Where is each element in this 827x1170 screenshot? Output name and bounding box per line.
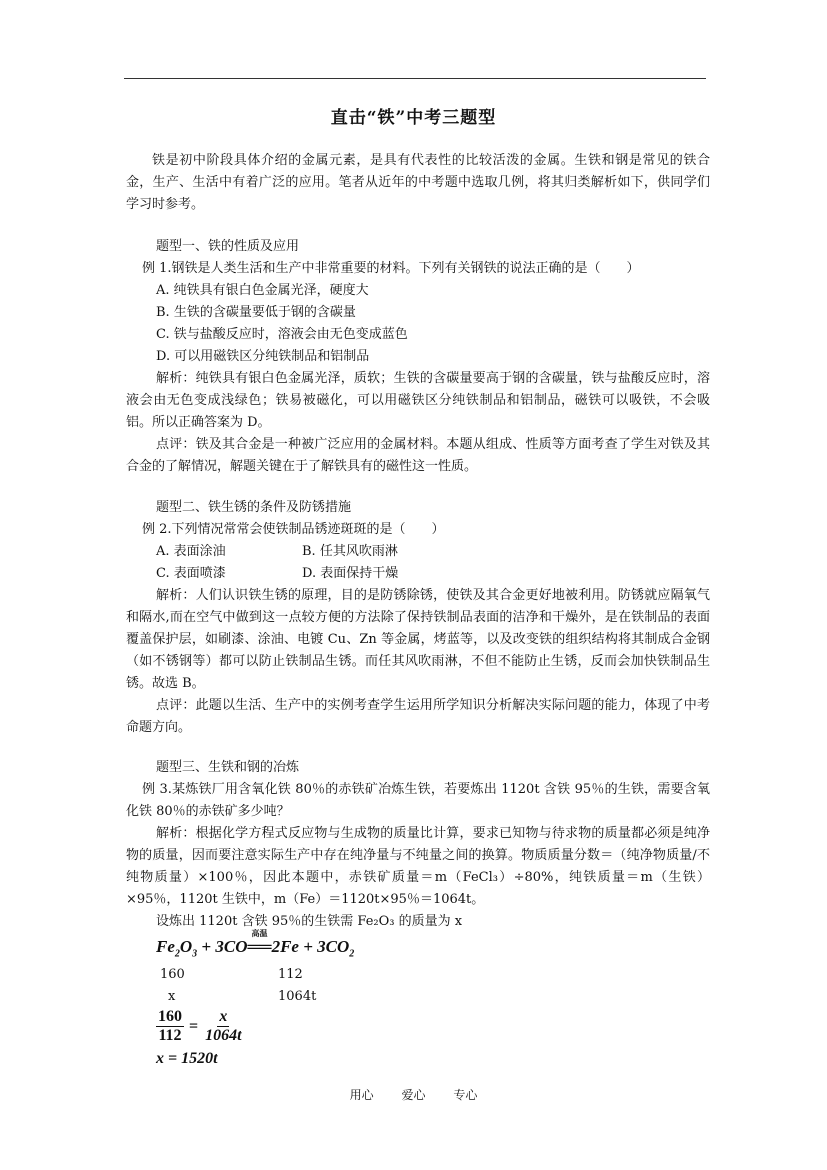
section3-heading: 题型三、生铁和钢的冶炼 bbox=[156, 760, 300, 775]
section2-option-a: A. 表面涂油 bbox=[156, 544, 226, 559]
section2-option-d: D. 表面保持干燥 bbox=[302, 566, 399, 581]
mass-fe2o3: 160 bbox=[160, 967, 185, 982]
ratio-denominator-right: 1064t bbox=[205, 1027, 242, 1044]
mass-fe: 112 bbox=[278, 967, 303, 982]
equation-condition: 高温 bbox=[251, 929, 268, 938]
section1-option-b: B. 生铁的含碳量要低于钢的含碳量 bbox=[156, 305, 356, 320]
section2-option-b: B. 任其风吹雨淋 bbox=[302, 544, 398, 559]
section3-setup: 设炼出 1120t 含铁 95％的生铁需 Fe₂O₃ 的质量为 x bbox=[156, 914, 463, 929]
section1-heading: 题型一、铁的性质及应用 bbox=[156, 239, 300, 254]
footer-word-3: 专心 bbox=[453, 1088, 478, 1102]
section2-question: 例 2.下列情况常常会使铁制品锈迹斑斑的是（ ） bbox=[142, 522, 445, 537]
section1-option-a: A. 纯铁具有银白色金属光泽，硬度大 bbox=[156, 283, 369, 298]
section2-analysis: 解析：人们认识铁生锈的原理，目的是防锈除锈，使铁及其合金更好地被利用。防锈就应隔氧气和隔水,而在空气中做到这一点较方便的方法除了保持铁制品表面的洁净和干燥外，是在铁制品的表面覆盖保护层，如刷漆、涂油、电镀 Cu、Zn 等金属，烤蓝等，以及改变铁的组织结构将其制成合金钢（如不锈钢等）都可以防止铁制品生锈。而任其风吹雨淋，不但不能防止生锈，反而会加快铁制品生锈。故选 B。 bbox=[126, 588, 710, 691]
footer-word-2: 爱心 bbox=[401, 1088, 426, 1102]
proportion-equation: $\frac{160}{112}$ = $\frac{x}{1064t}$ bbox=[158, 1008, 242, 1044]
section2-heading: 题型二、铁生锈的条件及防锈措施 bbox=[156, 500, 352, 515]
section1-analysis: 解析：纯铁具有银白色金属光泽，质软；生铁的含碳量要高于钢的含碳量，铁与盐酸反应时，溶液会由无色变成浅绿色；铁易被磁化，可以用磁铁区分纯铁制品和铝制品，磁铁可以吸铁，不会吸铝。所以正确答案为 D。 bbox=[126, 371, 710, 430]
intro-paragraph: 铁是初中阶段具体介绍的金属元素，是具有代表性的比较活泼的金属。生铁和钢是常见的铁合金，生产、生活中有着广泛的应用。笔者从近年的中考题中选取几例，将其归类解析如下，供同学们学习时参考。 bbox=[126, 153, 710, 212]
section3-analysis: 解析：根据化学方程式反应物与生成物的质量比计算，要求已知物与待求物的质量都必须是纯净物的质量，因而要注意实际生产中存在纯净量与不纯量之间的换算。物质质量分数＝（纯净物质量/不纯物质量）×100％，因此本题中，赤铁矿质量＝m（FeCl₃）÷80%，纯铁质量＝m（生铁）×95％，1120t 生铁中，m（Fe）＝1120t×95％＝1064t。 bbox=[126, 826, 710, 907]
final-result: x = 1520t bbox=[156, 1050, 218, 1067]
section2-comment: 点评：此题以生活、生产中的实例考查学生运用所学知识分析解决实际问题的能力，体现了中考命题方向。 bbox=[126, 698, 710, 735]
ratio-numerator-left: 160 bbox=[158, 1008, 182, 1025]
fe-mass-value: 1064t bbox=[278, 989, 317, 1004]
section1-question: 例 1.钢铁是人类生活和生产中非常重要的材料。下列有关钢铁的说法正确的是（ ） bbox=[142, 261, 640, 276]
chemical-equation: $Fe_2O_3 + 3CO$ 高温 ══2Fe + $3CO_2$ bbox=[156, 929, 355, 960]
section1-option-d: D. 可以用磁铁区分纯铁制品和铝制品 bbox=[156, 349, 370, 364]
section3-question: 例 3.某炼铁厂用含氧化铁 80％的赤铁矿冶炼生铁，若要炼出 1120t 含铁 95％的生铁，需要含氧化铁 80％的赤铁矿多少吨？ bbox=[126, 782, 710, 819]
page-title: 直击“铁”中考三题型 bbox=[330, 108, 497, 128]
section1-comment: 点评：铁及其合金是一种被广泛应用的金属材料。本题从组成、性质等方面考查了学生对铁及其合金的了解情况，解题关键在于了解铁具有的磁性这一性质。 bbox=[126, 437, 710, 474]
footer-word-1: 用心 bbox=[349, 1088, 374, 1102]
page-footer bbox=[0, 1086, 827, 1103]
section2-option-c: C. 表面喷漆 bbox=[156, 566, 226, 581]
ratio-denominator-left: 112 bbox=[158, 1027, 182, 1044]
ratio-numerator-right: x bbox=[219, 1008, 228, 1025]
unknown-x: x bbox=[168, 989, 176, 1004]
header-rule bbox=[124, 78, 706, 79]
section1-option-c: C. 铁与盐酸反应时，溶液会由无色变成蓝色 bbox=[156, 327, 408, 342]
